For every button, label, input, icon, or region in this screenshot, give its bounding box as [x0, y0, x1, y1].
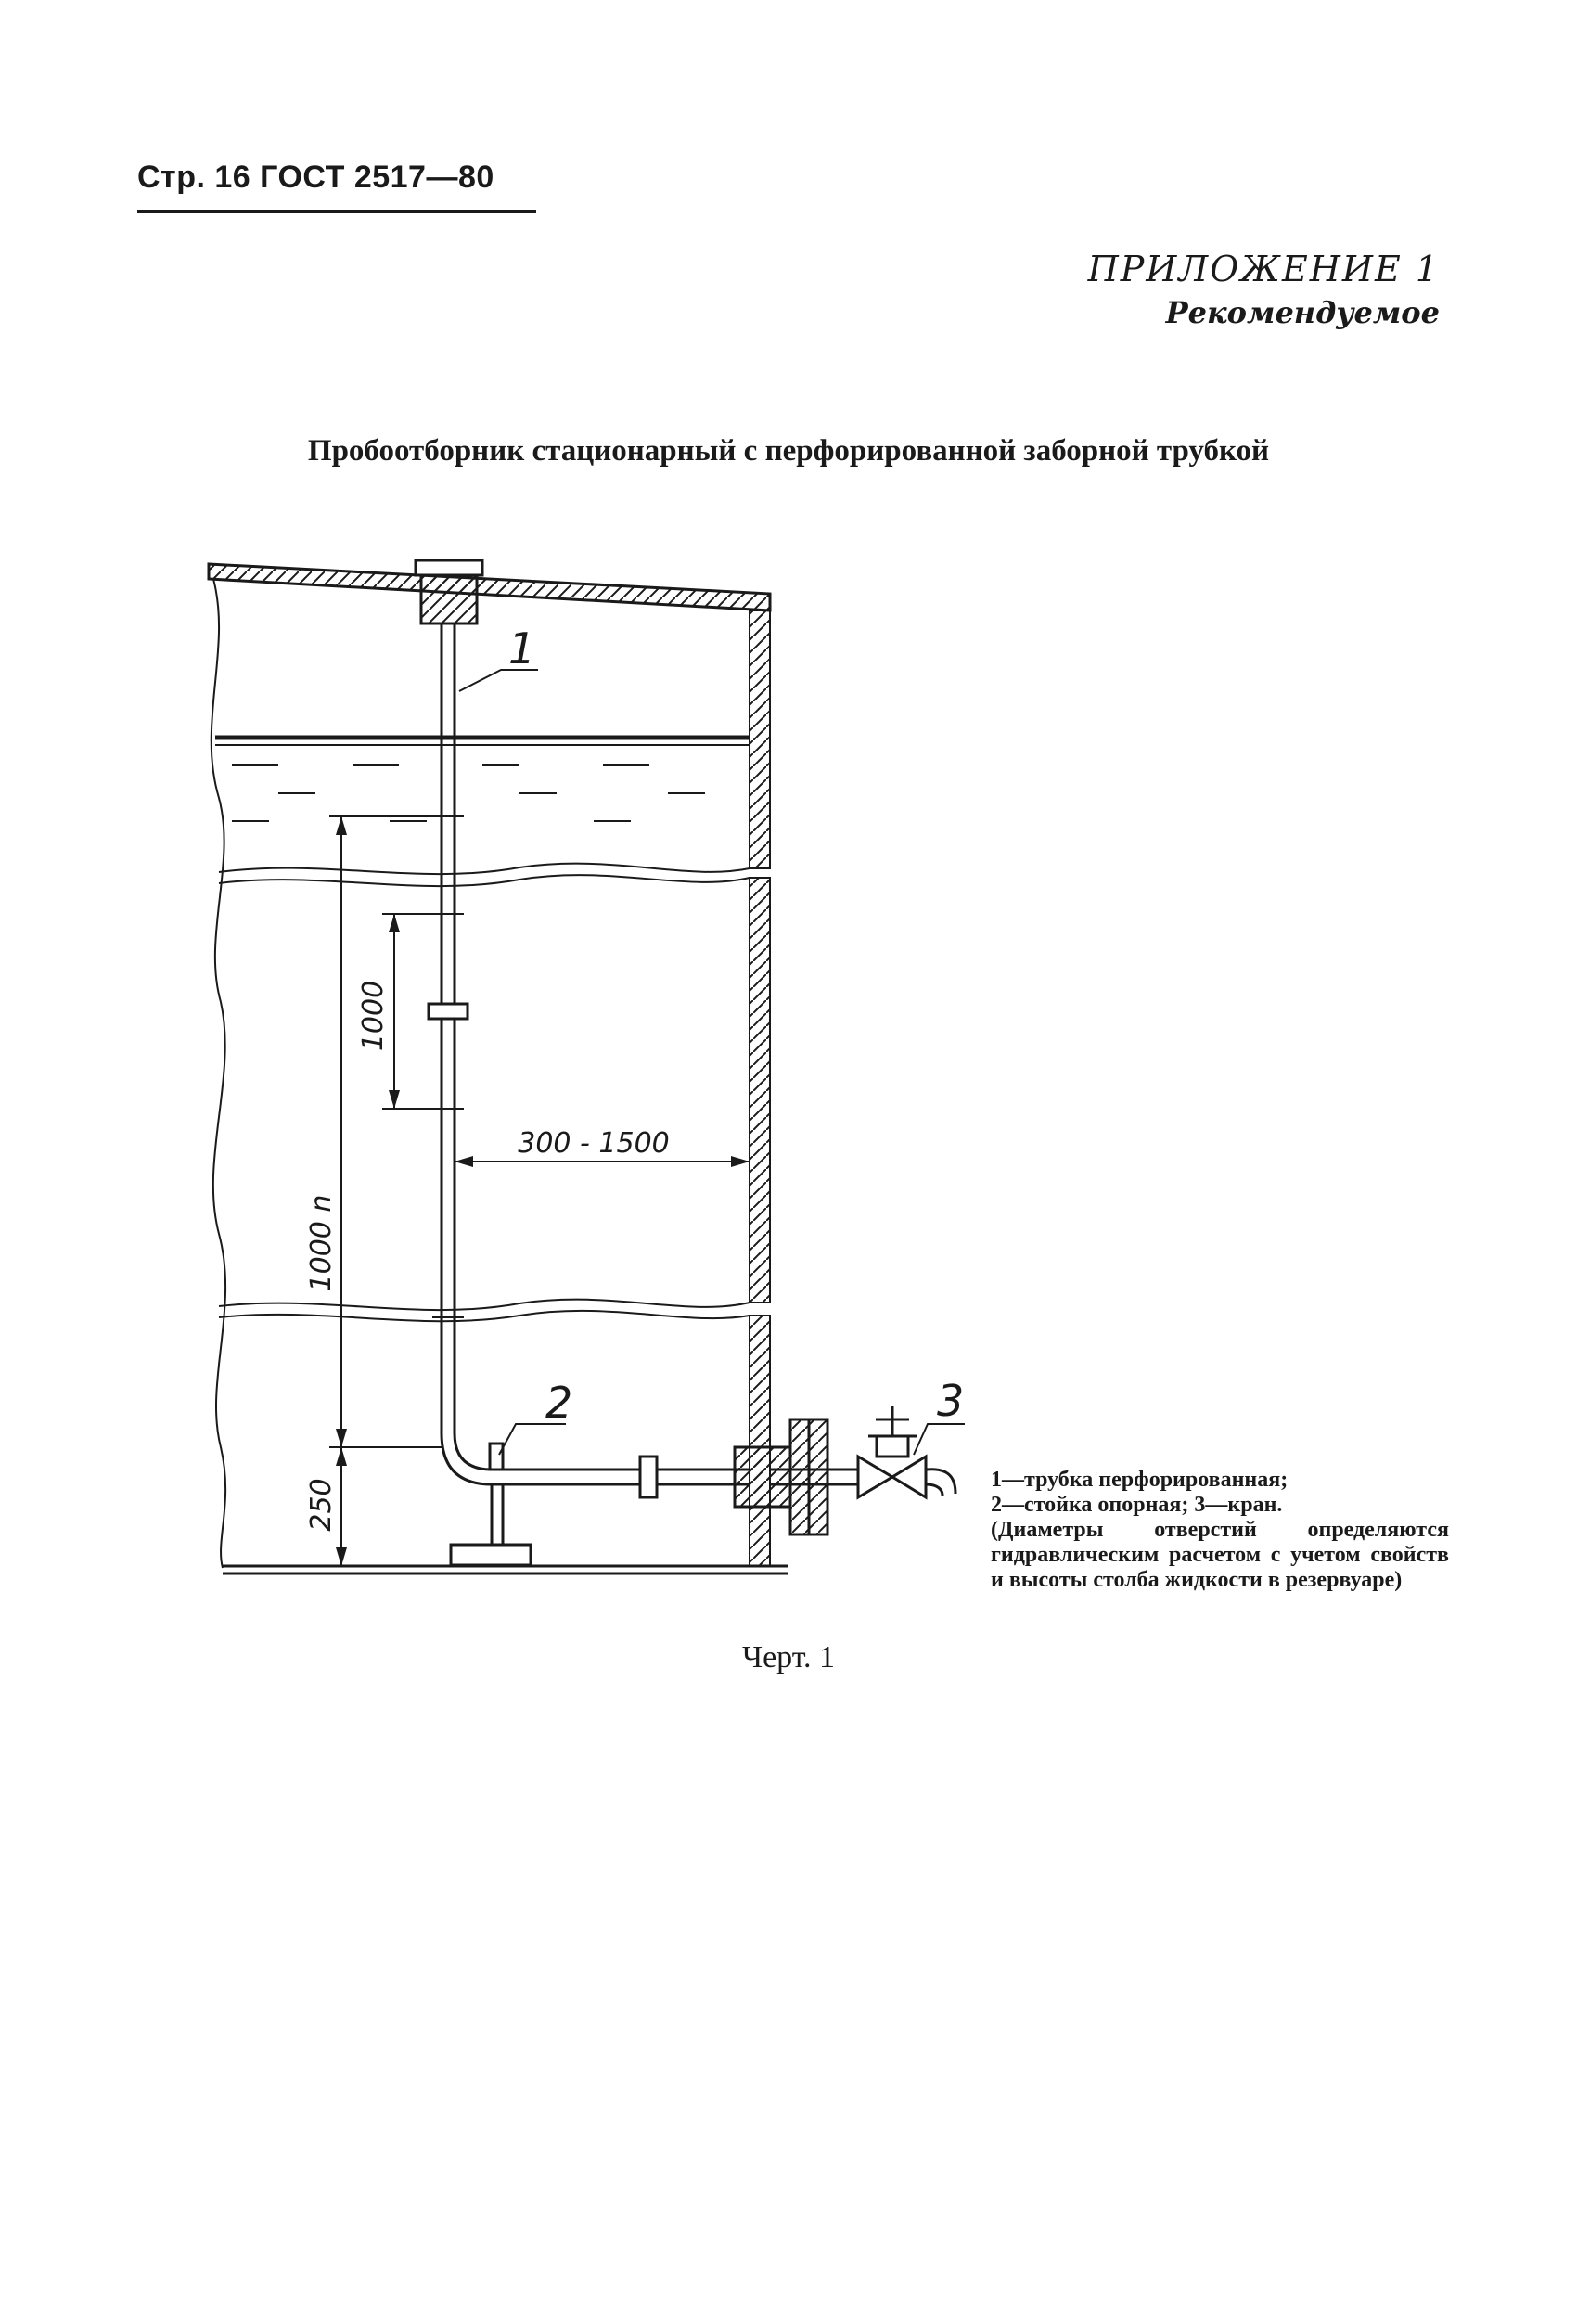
figure-title: Пробоотборник стационарный с перфорированной заборной трубкой: [307, 434, 1270, 468]
dim-300-1500: 300 - 1500: [518, 1127, 670, 1160]
figure-caption: Черт. 1: [741, 1640, 836, 1675]
legend-line: (Диаметры отверстий определяются гидравлическим расчетом с учетом свойств и высоты столба жидкости в резервуаре): [991, 1518, 1449, 1592]
tank-left-break: [212, 579, 225, 1568]
dimension-lines: [329, 670, 965, 1566]
dim-250: 250: [305, 1478, 338, 1532]
dimension-arrows: [336, 816, 750, 1566]
dim-1000: 1000: [357, 980, 390, 1052]
tank-right-wall: [750, 610, 770, 1566]
break-bands: [219, 864, 750, 1322]
appendix-subtitle: Рекомендуемое: [1165, 295, 1440, 330]
tank-bottom: [223, 1566, 788, 1573]
legend-line: 1—трубка перфорированная;: [991, 1468, 1289, 1492]
tank-roof: [209, 564, 770, 610]
figure-legend: [991, 1468, 1449, 1593]
dim-1000n: 1000 n: [305, 1194, 338, 1292]
outlet-pipe: [492, 1419, 858, 1534]
callout-3: 3: [937, 1376, 965, 1426]
callout-2: 2: [545, 1378, 573, 1428]
page-header: Стр. 16 ГОСТ 2517—80: [137, 160, 494, 195]
appendix-title: ПРИЛОЖЕНИЕ 1: [1087, 249, 1440, 289]
perforated-tube: [429, 623, 492, 1484]
liquid-level: [215, 738, 750, 821]
legend-line: 2—стойка опорная; 3—кран.: [991, 1493, 1283, 1517]
roof-nozzle: [416, 560, 482, 623]
callout-1: 1: [508, 623, 536, 674]
support-post: [451, 1444, 531, 1565]
